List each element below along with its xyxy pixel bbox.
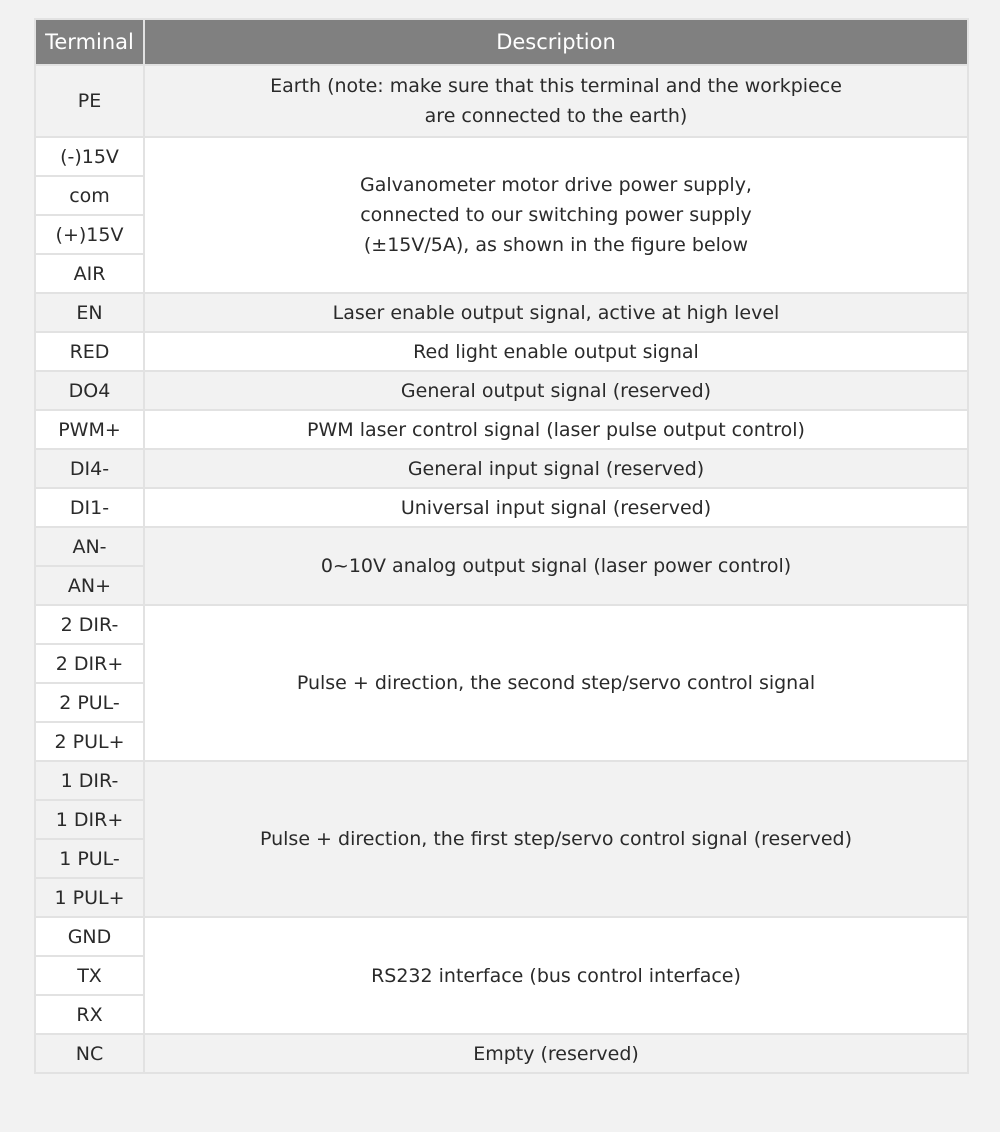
terminal-cell: 2 DIR+ [35,644,144,683]
table-row [35,332,968,371]
description-cell: Universal input signal (reserved) [144,488,968,527]
terminal-cell: DI4- [35,449,144,488]
description-cell: RS232 interface (bus control interface) [144,917,968,1034]
description-cell: General input signal (reserved) [144,449,968,488]
table-row [35,917,968,956]
terminal-cell: RED [35,332,144,371]
terminal-cell: com [35,176,144,215]
terminal-cell: DI1- [35,488,144,527]
table-row [35,410,968,449]
table-row [35,65,968,137]
table-row [35,371,968,410]
description-cell: Earth (note: make sure that this terminal and the workpiece are connected to the earth) [144,65,968,137]
terminal-cell: RX [35,995,144,1034]
description-cell: 0~10V analog output signal (laser power control) [144,527,968,605]
terminal-cell: 2 PUL- [35,683,144,722]
terminal-cell: DO4 [35,371,144,410]
description-cell: PWM laser control signal (laser pulse output control) [144,410,968,449]
terminal-cell: 1 PUL+ [35,878,144,917]
terminal-cell: (+)15V [35,215,144,254]
terminal-cell: NC [35,1034,144,1073]
terminal-cell: (-)15V [35,137,144,176]
terminal-table [34,18,969,1074]
table-body [35,65,968,1073]
terminal-cell: GND [35,917,144,956]
table-row [35,137,968,176]
terminal-cell: 1 DIR+ [35,800,144,839]
description-cell: Pulse + direction, the second step/servo control signal [144,605,968,761]
terminal-cell: 1 PUL- [35,839,144,878]
terminal-cell: PWM+ [35,410,144,449]
terminal-cell: PE [35,65,144,137]
table-row [35,761,968,800]
description-cell: Galvanometer motor drive power supply, connected to our switching power supply (±15V/5A), as shown in the figure below [144,137,968,293]
header-terminal: Terminal [35,19,144,65]
terminal-cell: EN [35,293,144,332]
table-row [35,605,968,644]
table-row [35,1034,968,1073]
description-cell: Empty (reserved) [144,1034,968,1073]
table-row [35,449,968,488]
terminal-cell: AIR [35,254,144,293]
terminal-cell: 1 DIR- [35,761,144,800]
table-row [35,488,968,527]
table-row [35,527,968,566]
terminal-cell: 2 PUL+ [35,722,144,761]
terminal-cell: 2 DIR- [35,605,144,644]
description-cell: Pulse + direction, the first step/servo control signal (reserved) [144,761,968,917]
table-row [35,293,968,332]
header-description: Description [144,19,968,65]
terminal-cell: AN- [35,527,144,566]
description-cell: Laser enable output signal, active at high level [144,293,968,332]
terminal-cell: TX [35,956,144,995]
description-cell: General output signal (reserved) [144,371,968,410]
description-cell: Red light enable output signal [144,332,968,371]
table-header-row [35,19,968,65]
terminal-cell: AN+ [35,566,144,605]
